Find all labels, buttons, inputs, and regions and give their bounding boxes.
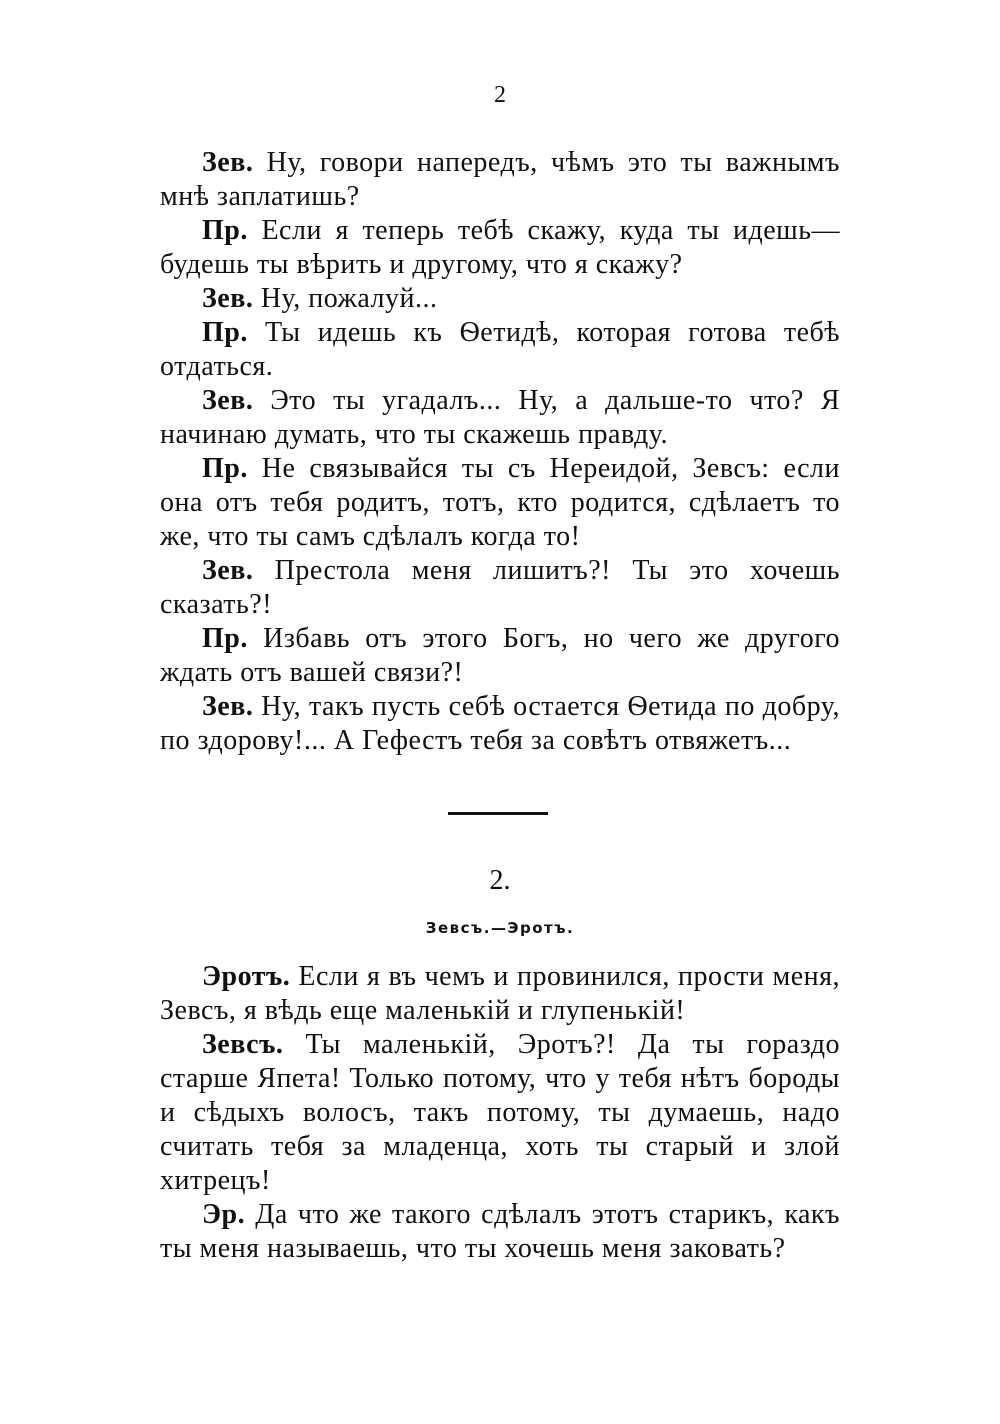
speaker-name: Пр. — [202, 623, 248, 654]
dialogue-line — [160, 282, 840, 316]
dialogue-line — [160, 960, 840, 1028]
dialogue-line — [160, 1028, 840, 1198]
speaker-name: Пр. — [202, 317, 248, 348]
speaker-name: Зев. — [202, 147, 254, 178]
speech-text: Ну, такъ пусть себѣ остается Ѳетида по добру, по здорову!... А Гефестъ тебя за совѣтъ отвяжетъ... — [160, 691, 840, 756]
speaker-name: Зев. — [202, 691, 254, 722]
speech-text: Не связывайся ты съ Нереидой, Зевсъ: если она отъ тебя родитъ, тотъ, кто родится, сдѣлаетъ то же, что ты самъ сдѣлалъ когда то! — [160, 453, 841, 552]
dialogue-line — [160, 554, 840, 622]
dialogue-line — [160, 690, 840, 758]
speaker-name: Зев. — [202, 555, 254, 586]
dialogue-line — [160, 146, 840, 214]
dialogue-line — [160, 452, 840, 554]
section-divider — [448, 812, 548, 815]
dialogue-line — [160, 316, 840, 384]
dialogue-line — [160, 214, 840, 282]
speech-text: Да что же такого сдѣлалъ этотъ старикъ, какъ ты меня называешь, что ты хочешь меня заковать? — [160, 1199, 841, 1264]
dialogue-block-1 — [160, 146, 840, 758]
speech-text: Ты идешь къ Ѳетидѣ, которая готова тебѣ отдаться. — [160, 317, 841, 382]
dialogue-block-2 — [160, 960, 840, 1266]
section-number: 2. — [489, 865, 511, 896]
speaker-name: Зев. — [202, 283, 254, 314]
speaker-name: Зев. — [202, 385, 254, 416]
speech-text: Ты маленькій, Эротъ?! Да ты гораздо старше Япета! Только потому, что у тебя нѣтъ бороды и сѣдыхъ волосъ, такъ потому, ты думаешь, надо считать тебя за младенца, хоть ты старый и злой хитрецъ! — [160, 1029, 841, 1196]
speaker-name: Пр. — [202, 215, 248, 246]
section-heading: Зевсъ.—Эротъ. — [425, 919, 575, 937]
speech-text: Если я въ чемъ и провинился, прости меня, Зевсъ, я вѣдь еще маленькій и глупенькій! — [160, 961, 840, 1026]
speech-text: Ну, говори напередъ, чѣмъ это ты важнымъ мнѣ заплатишь? — [160, 147, 840, 212]
speech-text: Это ты угадалъ... Ну, а дальше-то что? Я начинаю думать, что ты скажешь правду. — [160, 385, 840, 450]
speaker-name: Пр. — [202, 453, 248, 484]
speaker-name: Эр. — [202, 1199, 246, 1230]
speech-text: Избавь отъ этого Богъ, но чего же другого ждать отъ вашей связи?! — [160, 623, 840, 688]
speech-text: Ну, пожалуй... — [260, 283, 438, 314]
speech-text: Если я теперь тебѣ скажу, куда ты идешь—будешь ты вѣрить и другому, что я скажу? — [160, 215, 841, 280]
speech-text: Престола меня лишитъ?! Ты это хочешь сказать?! — [160, 555, 840, 620]
speaker-name: Эротъ. — [202, 961, 291, 992]
dialogue-line — [160, 622, 840, 690]
speaker-name: Зевсъ. — [202, 1029, 284, 1060]
dialogue-line — [160, 384, 840, 452]
page-number: 2 — [494, 82, 506, 108]
dialogue-line — [160, 1198, 840, 1266]
